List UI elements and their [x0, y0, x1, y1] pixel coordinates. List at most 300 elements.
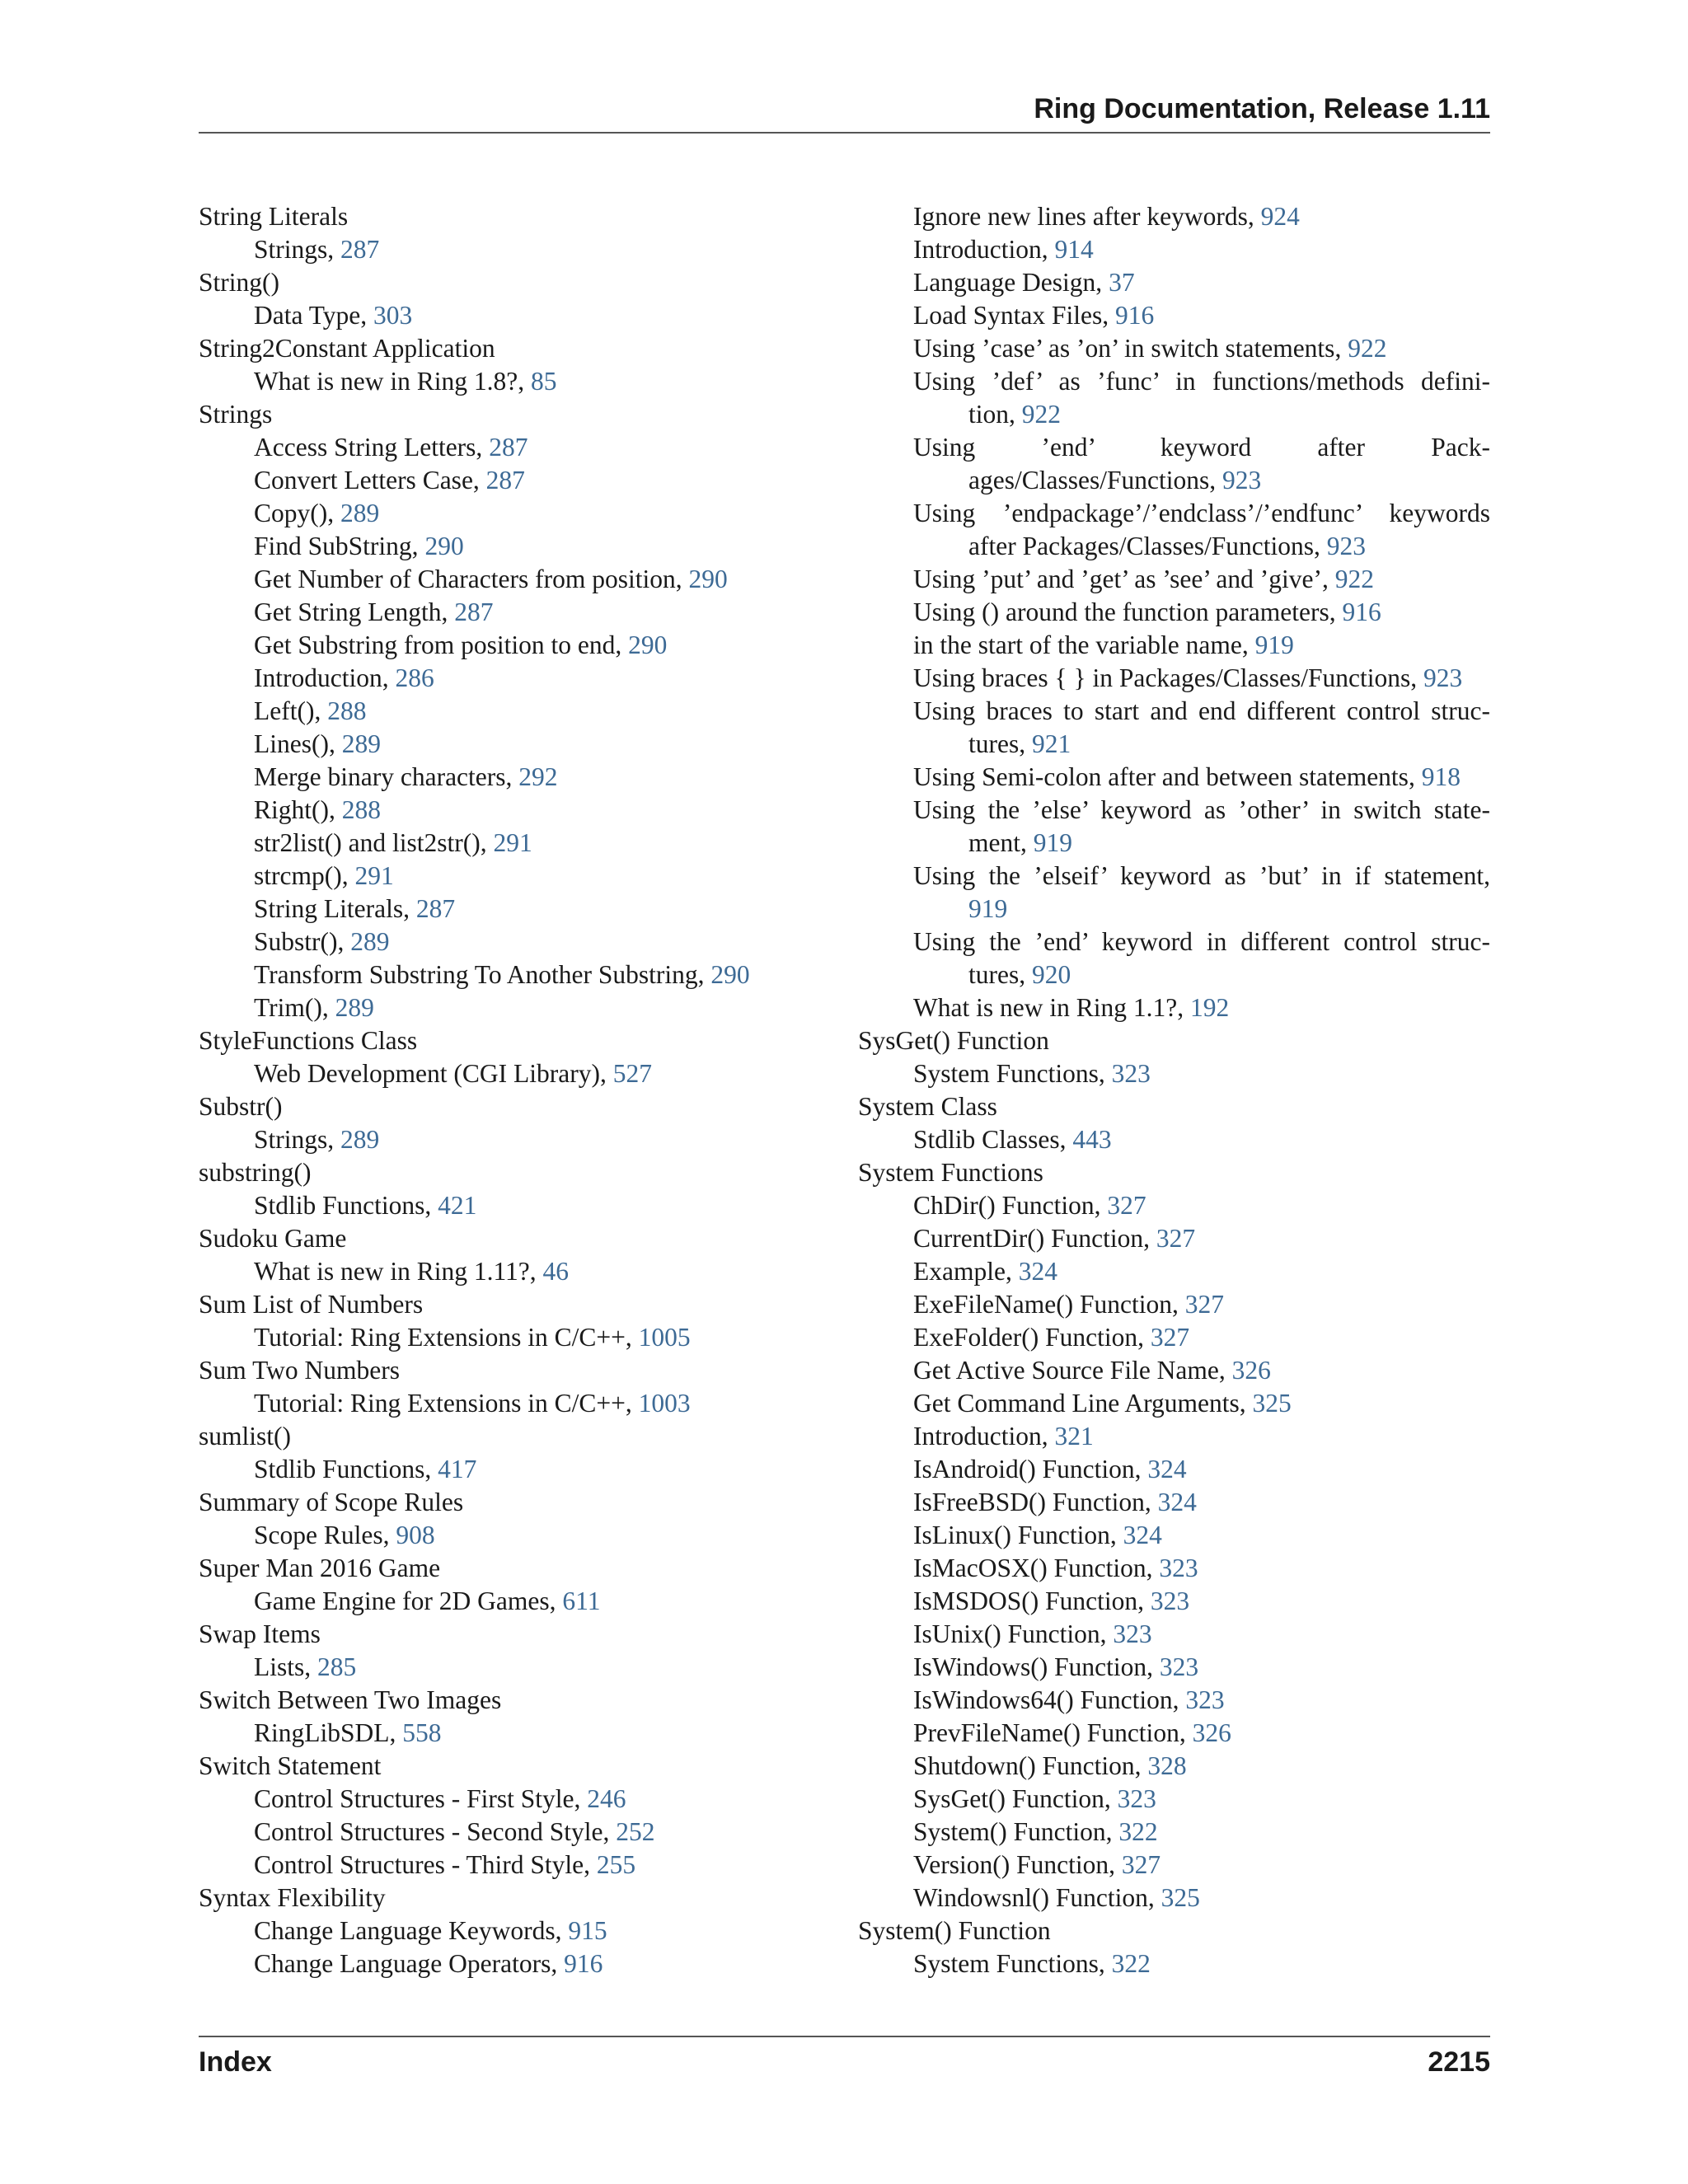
- index-subentry: [858, 365, 1490, 431]
- index-subentry-label-line1: Using braces to start and end different control struc-: [913, 696, 1490, 725]
- index-subentry-label-line1: Using the ’else’ keyword as ’other’ in switch state-: [913, 795, 1490, 824]
- index-subentry-label: Shutdown() Function,: [913, 1751, 1148, 1780]
- index-subentry: [199, 1321, 792, 1354]
- index-subentry: [858, 1453, 1490, 1486]
- index-subentry-label: RingLibSDL,: [254, 1718, 403, 1747]
- page-link[interactable]: 919: [968, 894, 1008, 923]
- page-link[interactable]: 289: [340, 499, 380, 527]
- index-subentry: [858, 1618, 1490, 1651]
- index-subentry-label: ExeFileName() Function,: [913, 1290, 1185, 1319]
- page-link[interactable]: 922: [1334, 565, 1374, 593]
- index-subentry: [199, 464, 792, 497]
- page-link[interactable]: 324: [1018, 1257, 1057, 1286]
- index-subentry: [858, 1684, 1490, 1717]
- index-term-system-functions: [858, 1156, 1490, 1189]
- index-subentry-label-line2: tures,: [968, 960, 1032, 989]
- index-subentry: [858, 1288, 1490, 1321]
- page-link[interactable]: 287: [454, 598, 494, 626]
- index-subentry: [858, 431, 1490, 497]
- index-subentry: [858, 299, 1490, 332]
- index-subentry: [858, 1651, 1490, 1684]
- page-link[interactable]: 324: [1123, 1521, 1162, 1549]
- index-subentry-continuation: [913, 728, 1490, 761]
- index-subentry: [858, 1750, 1490, 1783]
- index-subentry: [199, 1849, 792, 1882]
- index-term-summary-of-scope-rules: [199, 1486, 792, 1519]
- index-subentry: [199, 1453, 792, 1486]
- index-subentry-label: Left(),: [254, 696, 328, 725]
- index-term-substring: [199, 1156, 792, 1189]
- index-term-label: Sudoku Game: [199, 1224, 347, 1253]
- index-term-label: Sum List of Numbers: [199, 1290, 424, 1319]
- index-subentry-label: Load Syntax Files,: [913, 301, 1115, 330]
- page-link[interactable]: 252: [616, 1817, 655, 1846]
- page-link[interactable]: 85: [530, 367, 557, 396]
- page-link[interactable]: 1005: [638, 1323, 691, 1352]
- page-link[interactable]: 558: [402, 1718, 442, 1747]
- page-link[interactable]: 321: [1054, 1422, 1094, 1451]
- index-term-sudoku-game: [199, 1222, 792, 1255]
- index-subentry: [199, 1519, 792, 1552]
- index-subentry: [858, 794, 1490, 860]
- index-subentry: [858, 1816, 1490, 1849]
- page-link[interactable]: 322: [1111, 1949, 1151, 1978]
- page-link[interactable]: 923: [1222, 466, 1262, 494]
- index-subentry: [199, 530, 792, 563]
- index-subentry: [858, 926, 1490, 991]
- page-link[interactable]: 916: [1342, 598, 1381, 626]
- index-term-label: Syntax Flexibility: [199, 1883, 386, 1912]
- index-subentry: [858, 761, 1490, 794]
- index-term-sum-two-numbers: [199, 1354, 792, 1387]
- index-term-label: String Literals: [199, 202, 349, 231]
- index-term-label: System Functions: [858, 1158, 1043, 1187]
- index-subentry-label: Data Type,: [254, 301, 374, 330]
- index-subentry-label: Version() Function,: [913, 1850, 1122, 1879]
- index-term-label: System Class: [858, 1092, 997, 1121]
- index-subentry-label: Find SubString,: [254, 532, 425, 560]
- index-subentry: [858, 497, 1490, 563]
- index-subentry: [199, 299, 792, 332]
- index-subentry: [199, 1057, 792, 1090]
- index-subentry-label: Strings,: [254, 1125, 341, 1154]
- index-subentry-label-line1: Using ’endpackage’/’endclass’/’endfunc’ keywords: [913, 499, 1490, 527]
- index-subentry-label: Get Substring from position to end,: [254, 630, 629, 659]
- index-term-label: Swap Items: [199, 1619, 321, 1648]
- index-term-super-man-2016-game: [199, 1552, 792, 1585]
- index-subentry-label: IsMacOSX() Function,: [913, 1554, 1160, 1582]
- index-subentry-label: IsLinux() Function,: [913, 1521, 1123, 1549]
- index-subentry: [858, 1354, 1490, 1387]
- index-subentry-label: Using Semi-colon after and between statements,: [913, 762, 1422, 791]
- index-term-label: Strings: [199, 400, 273, 429]
- index-subentry-label: SysGet() Function,: [913, 1784, 1118, 1813]
- index-subentry-label: System() Function,: [913, 1817, 1119, 1846]
- index-subentry-label: Example,: [913, 1257, 1019, 1286]
- page-link[interactable]: 327: [1156, 1224, 1196, 1253]
- index-term-label: sumlist(): [199, 1422, 292, 1451]
- index-subentry-label: Right(),: [254, 795, 342, 824]
- index-subentry: [199, 596, 792, 629]
- index-subentry: [858, 1585, 1490, 1618]
- index-subentry-label: IsUnix() Function,: [913, 1619, 1114, 1648]
- index-subentry-label: str2list() and list2str(),: [254, 828, 494, 857]
- footer-page-number: 2215: [1428, 2046, 1490, 2078]
- page-link[interactable]: 918: [1421, 762, 1461, 791]
- index-subentry-label-line2: tion,: [968, 400, 1022, 429]
- page-link[interactable]: 324: [1157, 1488, 1197, 1516]
- index-subentry-label: Convert Letters Case,: [254, 466, 486, 494]
- index-subentry: [858, 1849, 1490, 1882]
- footer-section-label: Index: [199, 2046, 272, 2078]
- page-link[interactable]: 327: [1121, 1850, 1161, 1879]
- page-link[interactable]: 916: [564, 1949, 603, 1978]
- index-subentry: [858, 1552, 1490, 1585]
- page-link[interactable]: 291: [354, 861, 394, 890]
- index-subentry: [199, 926, 792, 958]
- index-subentry: [199, 958, 792, 991]
- page-link[interactable]: 328: [1147, 1751, 1187, 1780]
- page-link[interactable]: 1003: [638, 1389, 691, 1418]
- index-subentry-label: Introduction,: [913, 1422, 1055, 1451]
- index-subentry-label: Game Engine for 2D Games,: [254, 1586, 563, 1615]
- index-subentry-label: Scope Rules,: [254, 1521, 396, 1549]
- index-subentry: [199, 1255, 792, 1288]
- page-link[interactable]: 325: [1252, 1389, 1292, 1418]
- page-link[interactable]: 322: [1118, 1817, 1158, 1846]
- index-subentry: [199, 1189, 792, 1222]
- index-subentry-label-line2: tures,: [968, 729, 1032, 758]
- index-subentry-label: Stdlib Functions,: [254, 1455, 438, 1483]
- index-subentry-label: PrevFileName() Function,: [913, 1718, 1193, 1747]
- index-term-label: String2Constant Application: [199, 334, 495, 363]
- index-subentry: [199, 695, 792, 728]
- page-footer: [199, 2036, 1490, 2079]
- index-subentry-label: What is new in Ring 1.1?,: [913, 993, 1190, 1022]
- index-subentry: [858, 1519, 1490, 1552]
- page-link[interactable]: 192: [1189, 993, 1230, 1022]
- index-subentry-label: Access String Letters,: [254, 433, 490, 462]
- index-subentry-label: CurrentDir() Function,: [913, 1224, 1156, 1253]
- index-subentry: [858, 695, 1490, 761]
- index-subentry-continuation: [913, 958, 1490, 991]
- index-subentry: [858, 266, 1490, 299]
- index-subentry-label: What is new in Ring 1.8?,: [254, 367, 531, 396]
- page-link[interactable]: 290: [424, 532, 464, 560]
- index-subentry: [858, 860, 1490, 926]
- index-subentry: [858, 1123, 1490, 1156]
- index-subentry-label: Control Structures - First Style,: [254, 1784, 588, 1813]
- index-term-label: Summary of Scope Rules: [199, 1488, 464, 1516]
- index-subentry-label: Get Active Source File Name,: [913, 1356, 1232, 1385]
- page-link[interactable]: 916: [1115, 301, 1155, 330]
- page-link[interactable]: 285: [317, 1652, 357, 1681]
- index-subentry: [858, 1717, 1490, 1750]
- index-subentry-label-line2: after Packages/Classes/Functions,: [968, 532, 1327, 560]
- page-link[interactable]: 323: [1117, 1784, 1156, 1813]
- index-subentry-label: Introduction,: [254, 663, 396, 692]
- page-link[interactable]: 922: [1348, 334, 1387, 363]
- index-term-system-function: [858, 1915, 1490, 1947]
- page-link[interactable]: 919: [1254, 630, 1294, 659]
- index-subentry: [858, 1783, 1490, 1816]
- index-subentry-label: Tutorial: Ring Extensions in C/C++,: [254, 1323, 639, 1352]
- index-subentry: [199, 563, 792, 596]
- index-subentry: [858, 1057, 1490, 1090]
- index-subentry-label: IsWindows64() Function,: [913, 1685, 1186, 1714]
- index-subentry: [858, 1189, 1490, 1222]
- index-subentry: [858, 1321, 1490, 1354]
- page-link[interactable]: 290: [688, 565, 728, 593]
- index-term-label: Switch Between Two Images: [199, 1685, 502, 1714]
- index-term-label: Switch Statement: [199, 1751, 382, 1780]
- index-subentry-label: strcmp(),: [254, 861, 355, 890]
- page-header: [199, 92, 1490, 134]
- index-subentry: [199, 1717, 792, 1750]
- index-subentry: [858, 1947, 1490, 1980]
- index-subentry-label: Windowsnl() Function,: [913, 1883, 1161, 1912]
- page-link[interactable]: 303: [373, 301, 413, 330]
- index-subentry-label-line2: ment,: [968, 828, 1034, 857]
- index-subentry-continuation: [913, 398, 1490, 431]
- index-subentry: [199, 1585, 792, 1618]
- index-subentry-continuation: [913, 893, 1490, 926]
- page-link[interactable]: 324: [1147, 1455, 1187, 1483]
- page-link[interactable]: 924: [1260, 202, 1300, 231]
- index-subentry-label: Using ’case’ as ’on’ in switch statements,: [913, 334, 1348, 363]
- index-subentry: [199, 365, 792, 398]
- index-subentry: [858, 332, 1490, 365]
- index-term-label: System() Function: [858, 1916, 1051, 1945]
- index-term-label: Substr(): [199, 1092, 283, 1121]
- index-subentry: [199, 827, 792, 860]
- index-column-right: [858, 200, 1490, 1980]
- index-term-switch-statement: [199, 1750, 792, 1783]
- page-link[interactable]: 288: [327, 696, 367, 725]
- index-subentry-label: IsWindows() Function,: [913, 1652, 1160, 1681]
- index-subentry-label: Copy(),: [254, 499, 340, 527]
- index-term-string2constant-application: [199, 332, 792, 365]
- index-subentry: [858, 1882, 1490, 1915]
- index-subentry-label-line1: Using the ’elseif’ keyword as ’but’ in if statement,: [913, 861, 1490, 890]
- index-subentry-label: Lists,: [254, 1652, 318, 1681]
- index-term-strings: [199, 398, 792, 431]
- index-subentry-label: Tutorial: Ring Extensions in C/C++,: [254, 1389, 639, 1418]
- index-subentry-label-line1: Using ’def’ as ’func’ in functions/methods defini-: [913, 367, 1490, 396]
- page-link[interactable]: 46: [542, 1257, 570, 1286]
- index-subentry: [858, 1486, 1490, 1519]
- page-link[interactable]: 286: [395, 663, 434, 692]
- index-subentry: [858, 596, 1490, 629]
- index-subentry: [199, 991, 792, 1024]
- page-link[interactable]: 914: [1054, 235, 1094, 264]
- index-subentry: [199, 1947, 792, 1980]
- index-subentry-label: Get Command Line Arguments,: [913, 1389, 1253, 1418]
- index-subentry-label: ExeFolder() Function,: [913, 1323, 1151, 1352]
- index-subentry-label-line2: ages/Classes/Functions,: [968, 466, 1222, 494]
- index-term-sysget-function: [858, 1024, 1490, 1057]
- index-term-label: Sum Two Numbers: [199, 1356, 400, 1385]
- index-subentry: [199, 893, 792, 926]
- page-link[interactable]: 326: [1231, 1356, 1271, 1385]
- page-link[interactable]: 323: [1111, 1059, 1151, 1088]
- index-subentry: [199, 1123, 792, 1156]
- page-link[interactable]: 323: [1113, 1619, 1152, 1648]
- index-term-label: substring(): [199, 1158, 312, 1187]
- page-link[interactable]: 921: [1031, 729, 1071, 758]
- page-link[interactable]: 287: [489, 433, 528, 462]
- index-subentry: [199, 794, 792, 827]
- page-link[interactable]: 915: [568, 1916, 607, 1945]
- index-term-substr: [199, 1090, 792, 1123]
- page-link[interactable]: 37: [1109, 268, 1135, 297]
- index-subentry: [199, 761, 792, 794]
- index-subentry-continuation: [913, 530, 1490, 563]
- page-link[interactable]: 290: [628, 630, 668, 659]
- index-subentry: [199, 1915, 792, 1947]
- document-title: Ring Documentation, Release 1.11: [1034, 93, 1490, 124]
- index-subentry-label: Change Language Keywords,: [254, 1916, 569, 1945]
- index-subentry-label: Merge binary characters,: [254, 762, 519, 791]
- index-subentry-label: Using () around the function parameters,: [913, 598, 1343, 626]
- index-subentry-label: IsAndroid() Function,: [913, 1455, 1148, 1483]
- index-subentry-label: What is new in Ring 1.11?,: [254, 1257, 543, 1286]
- page-link[interactable]: 246: [587, 1784, 626, 1813]
- index-subentry-label: Stdlib Classes,: [913, 1125, 1073, 1154]
- index-subentry-label: Web Development (CGI Library),: [254, 1059, 613, 1088]
- page-link[interactable]: 920: [1031, 960, 1071, 989]
- index-subentry-label: String Literals,: [254, 894, 416, 923]
- index-term-sum-list-of-numbers: [199, 1288, 792, 1321]
- index-subentry: [199, 1651, 792, 1684]
- index-subentry: [199, 662, 792, 695]
- index-subentry-label-line1: Using the ’end’ keyword in different control struc-: [913, 927, 1490, 956]
- page-link[interactable]: 327: [1184, 1290, 1225, 1319]
- page-link[interactable]: 327: [1150, 1323, 1190, 1352]
- page-link[interactable]: 327: [1107, 1191, 1146, 1220]
- index-term-label: Super Man 2016 Game: [199, 1554, 441, 1582]
- index-subentry: [858, 200, 1490, 233]
- index-subentry: [858, 629, 1490, 662]
- index-term-string-literals: [199, 200, 792, 233]
- page-link[interactable]: 323: [1159, 1554, 1198, 1582]
- page-link[interactable]: 287: [340, 235, 380, 264]
- index-subentry: [858, 1255, 1490, 1288]
- page-link[interactable]: 289: [341, 729, 381, 758]
- page-link[interactable]: 325: [1160, 1883, 1200, 1912]
- index-subentry: [199, 728, 792, 761]
- index-subentry-label: System Functions,: [913, 1059, 1112, 1088]
- index-subentry: [199, 1816, 792, 1849]
- page-link[interactable]: 443: [1072, 1125, 1112, 1154]
- page-link[interactable]: 287: [485, 466, 525, 494]
- index-subentry-label: Change Language Operators,: [254, 1949, 565, 1978]
- index-subentry-label: System Functions,: [913, 1949, 1112, 1978]
- index-term-string: [199, 266, 792, 299]
- index-subentry-label: Substr(),: [254, 927, 351, 956]
- index-term-system-class: [858, 1090, 1490, 1123]
- index-term-swap-items: [199, 1618, 792, 1651]
- index-subentry-continuation: [913, 827, 1490, 860]
- page-link[interactable]: 289: [340, 1125, 380, 1154]
- index-subentry: [199, 431, 792, 464]
- index-subentry-label-line1: Using ’end’ keyword after Pack-: [913, 433, 1490, 462]
- page-link[interactable]: 421: [438, 1191, 477, 1220]
- index-subentry: [858, 233, 1490, 266]
- page-link[interactable]: 291: [493, 828, 532, 857]
- page-link[interactable]: 923: [1423, 663, 1463, 692]
- index-subentry-label: Strings,: [254, 235, 341, 264]
- index-subentry: [199, 497, 792, 530]
- index-subentry: [199, 860, 792, 893]
- index-subentry-label: Get String Length,: [254, 598, 455, 626]
- index-subentry: [199, 1387, 792, 1420]
- index-term-sumlist: [199, 1420, 792, 1453]
- index-subentry: [199, 629, 792, 662]
- index-subentry-label: Using ’put’ and ’get’ as ’see’ and ’give’,: [913, 565, 1335, 593]
- index-subentry-label: Trim(),: [254, 993, 335, 1022]
- page-link[interactable]: 326: [1192, 1718, 1231, 1747]
- index-subentry: [858, 991, 1490, 1024]
- page-link[interactable]: 288: [341, 795, 381, 824]
- index-subentry: [858, 662, 1490, 695]
- index-term-label: String(): [199, 268, 279, 297]
- index-subentry-label: Ignore new lines after keywords,: [913, 202, 1261, 231]
- page-link[interactable]: 289: [350, 927, 390, 956]
- index-subentry: [199, 233, 792, 266]
- index-subentry-label: in the start of the variable name,: [913, 630, 1255, 659]
- index-subentry: [858, 1420, 1490, 1453]
- page-link[interactable]: 290: [710, 960, 750, 989]
- index-subentry: [199, 1783, 792, 1816]
- page-link[interactable]: 919: [1033, 828, 1072, 857]
- page-link[interactable]: 323: [1150, 1586, 1190, 1615]
- page-link[interactable]: 908: [396, 1521, 435, 1549]
- index-subentry: [858, 1222, 1490, 1255]
- page-link[interactable]: 922: [1021, 400, 1062, 429]
- index-term-label: SysGet() Function: [858, 1026, 1049, 1055]
- page-link[interactable]: 255: [596, 1850, 636, 1879]
- index-subentry-continuation: [913, 464, 1490, 497]
- page-link[interactable]: 292: [518, 762, 558, 791]
- index-term-switch-between-two-images: [199, 1684, 792, 1717]
- index-subentry: [858, 563, 1490, 596]
- index-subentry-label: Transform Substring To Another Substring,: [254, 960, 711, 989]
- page-link[interactable]: 417: [438, 1455, 477, 1483]
- index-subentry-label: Lines(),: [254, 729, 342, 758]
- page-link[interactable]: 527: [612, 1059, 652, 1088]
- index-term-stylefunctions-class: [199, 1024, 792, 1057]
- index-subentry-label: Stdlib Functions,: [254, 1191, 438, 1220]
- index-subentry-label: Language Design,: [913, 268, 1109, 297]
- page-link[interactable]: 289: [335, 993, 374, 1022]
- index-subentry-label: Get Number of Characters from position,: [254, 565, 689, 593]
- index-column-left: [199, 200, 792, 1980]
- index-subentry-label: Using braces { } in Packages/Classes/Functions,: [913, 663, 1424, 692]
- page-link[interactable]: 323: [1185, 1685, 1225, 1714]
- page-link[interactable]: 611: [562, 1586, 601, 1615]
- index-term-label: StyleFunctions Class: [199, 1026, 418, 1055]
- index-subentry-label: Control Structures - Third Style,: [254, 1850, 597, 1879]
- page-link[interactable]: 287: [415, 894, 456, 923]
- index-subentry-label: Control Structures - Second Style,: [254, 1817, 617, 1846]
- index-subentry-label: ChDir() Function,: [913, 1191, 1108, 1220]
- index-subentry-label: IsMSDOS() Function,: [913, 1586, 1151, 1615]
- index-subentry-label: IsFreeBSD() Function,: [913, 1488, 1158, 1516]
- index-subentry-label: Introduction,: [913, 235, 1055, 264]
- page-link[interactable]: 923: [1326, 532, 1367, 560]
- page-link[interactable]: 323: [1159, 1652, 1199, 1681]
